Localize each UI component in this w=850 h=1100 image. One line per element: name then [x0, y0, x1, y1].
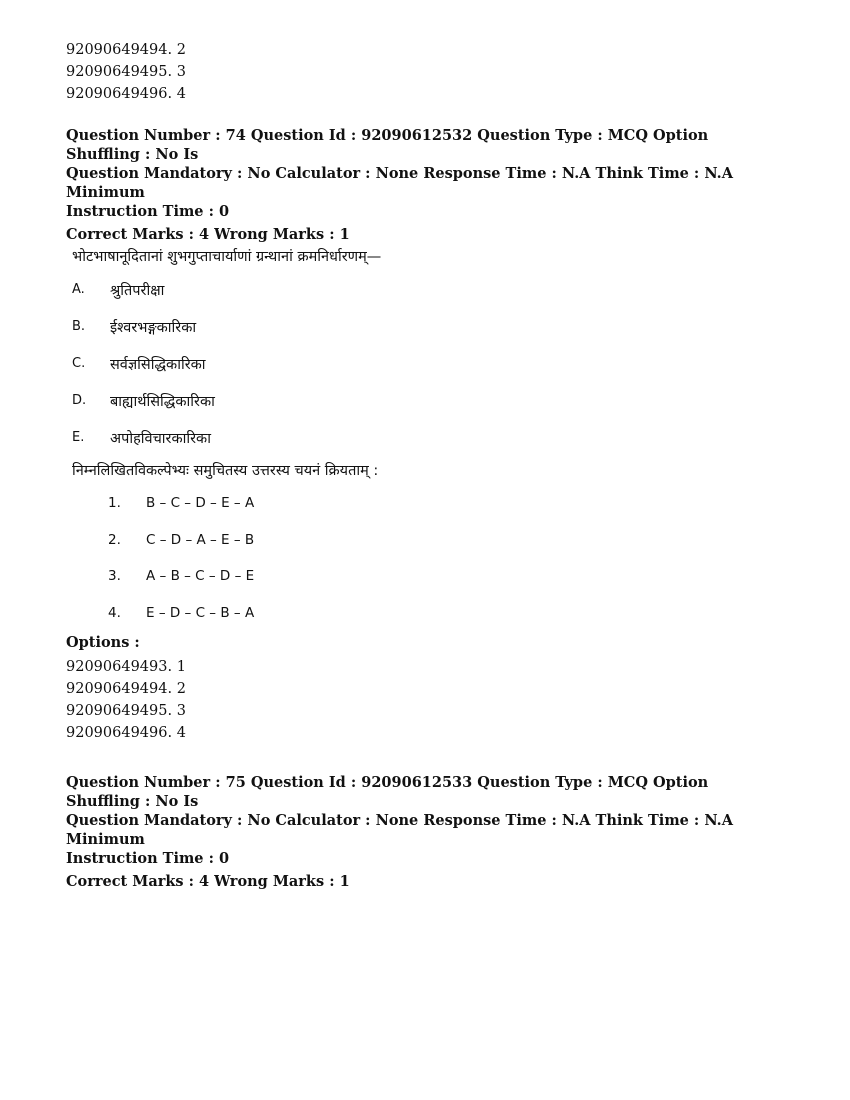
answer-choice — [108, 558, 786, 595]
option-line: 92090649494. 2 — [66, 42, 186, 58]
previous-options-list — [66, 39, 786, 105]
meta-line: Question Number : 75 Question Id : 92090612533 Question Type : MCQ Option Shuffling : No Is — [66, 774, 709, 810]
answer-choice — [108, 522, 786, 559]
meta-line: Question Mandatory : No Calculator : None Response Time : N.A Think Time : N.A Minimum — [66, 812, 733, 848]
statement-item — [66, 271, 786, 308]
statement-label: E. — [72, 430, 85, 445]
choice-number: 1. — [108, 495, 121, 512]
choice-number: 4. — [108, 604, 121, 621]
option-line: 92090649496. 4 — [66, 725, 186, 741]
statement-item — [66, 382, 786, 419]
question-text: भोटभाषानूदितानां शुभगुप्ताचार्याणां ग्रन्थानां क्रमनिर्धारणम्— — [72, 249, 382, 265]
statement-item — [66, 419, 786, 456]
answer-choice — [108, 595, 786, 632]
marks-line: Correct Marks : 4 Wrong Marks : 1 — [66, 226, 350, 243]
choice-text: A – B – C – D – E — [146, 568, 255, 585]
statement-text: अपोहविचारकारिका — [110, 430, 211, 447]
meta-line: Instruction Time : 0 — [66, 850, 230, 867]
options-heading: Options : — [66, 634, 140, 651]
statement-text: ईश्वरभङ्गकारिका — [110, 319, 197, 336]
statement-text: सर्वज्ञसिद्धिकारिका — [110, 356, 206, 373]
meta-line: Question Mandatory : No Calculator : None Response Time : N.A Think Time : N.A Minimum — [66, 165, 733, 201]
choice-text: B – C – D – E – A — [146, 495, 255, 512]
option-line: 92090649493. 1 — [66, 659, 186, 675]
statement-text: बाह्यार्थसिद्धिकारिका — [110, 393, 215, 410]
question-75 — [66, 773, 786, 891]
answer-choice-list — [66, 485, 786, 631]
statement-label: B. — [72, 319, 86, 334]
question-meta — [66, 126, 786, 244]
statement-label: D. — [72, 393, 87, 408]
answer-choice — [108, 485, 786, 522]
marks-line: Correct Marks : 4 Wrong Marks : 1 — [66, 873, 350, 890]
document-page — [66, 39, 786, 891]
options-list — [66, 656, 786, 744]
option-line: 92090649494. 2 — [66, 681, 186, 697]
question-74 — [66, 126, 786, 744]
option-line: 92090649496. 4 — [66, 86, 186, 102]
meta-line: Question Number : 74 Question Id : 92090612532 Question Type : MCQ Option Shuffling : No Is — [66, 127, 709, 163]
statement-list — [66, 271, 786, 456]
statement-item — [66, 345, 786, 382]
statement-text: श्रुतिपरीक्षा — [110, 282, 165, 299]
statement-label: C. — [72, 356, 86, 371]
option-line: 92090649495. 3 — [66, 703, 186, 719]
choice-number: 2. — [108, 531, 121, 548]
choice-number: 3. — [108, 568, 121, 585]
option-line: 92090649495. 3 — [66, 64, 186, 80]
statement-item — [66, 308, 786, 345]
instruction-text: निम्नलिखितविकल्पेभ्यः समुचितस्य उत्तरस्य चयनं क्रियताम् : — [72, 463, 379, 479]
meta-line: Instruction Time : 0 — [66, 203, 230, 220]
question-meta — [66, 773, 786, 891]
statement-label: A. — [72, 282, 85, 297]
choice-text: E – D – C – B – A — [146, 604, 255, 621]
choice-text: C – D – A – E – B — [146, 531, 255, 548]
